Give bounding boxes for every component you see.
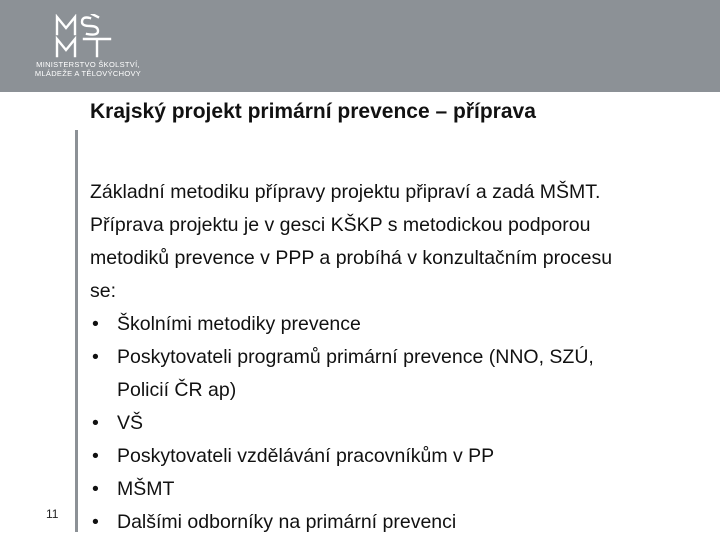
- intro-line: metodiků prevence v PPP a probíhá v konzultačním procesu: [90, 247, 613, 269]
- intro-line: se:: [90, 280, 117, 302]
- bullet-text: VŠ: [117, 412, 144, 434]
- intro-line: Příprava projektu je v gesci KŠKP s metodickou podporou: [90, 214, 591, 236]
- ministry-name-line1: MINISTERSTVO ŠKOLSTVÍ,: [36, 60, 140, 69]
- bullet-text: Poskytovateli vzdělávání pracovníkům v PP: [117, 445, 495, 467]
- bullet-continuation: Policií ČR ap): [117, 379, 237, 401]
- bullet-item: [90, 440, 690, 473]
- bullet-text: Školními metodiky prevence: [117, 313, 361, 335]
- slide-body: [90, 176, 690, 539]
- vertical-accent-bar: [75, 130, 78, 532]
- bullet-text: MŠMT: [117, 478, 175, 500]
- bullet-text: Dalšími odborníky na primární prevenci: [117, 511, 457, 533]
- intro-paragraph: [90, 176, 690, 308]
- bullet-text: Poskytovateli programů primární prevence (NNO, SZÚ,: [117, 346, 594, 368]
- ministry-name-line2: MLÁDEŽE A TĚLOVÝCHOVY: [34, 69, 142, 78]
- bullet-item: [90, 341, 690, 407]
- bullet-item: [90, 407, 690, 440]
- msmt-logo-icon: [54, 14, 114, 58]
- slide-title: Krajský projekt primární prevence – příprava: [90, 100, 536, 123]
- bullet-list: [90, 308, 690, 539]
- intro-line: Základní metodiku přípravy projektu připraví a zadá MŠMT.: [90, 181, 601, 203]
- bullet-item: [90, 473, 690, 506]
- bullet-item: [90, 308, 690, 341]
- ministry-logo: [18, 12, 158, 82]
- header-band: [0, 0, 720, 92]
- bullet-item: [90, 506, 690, 539]
- page-number: 11: [46, 507, 59, 521]
